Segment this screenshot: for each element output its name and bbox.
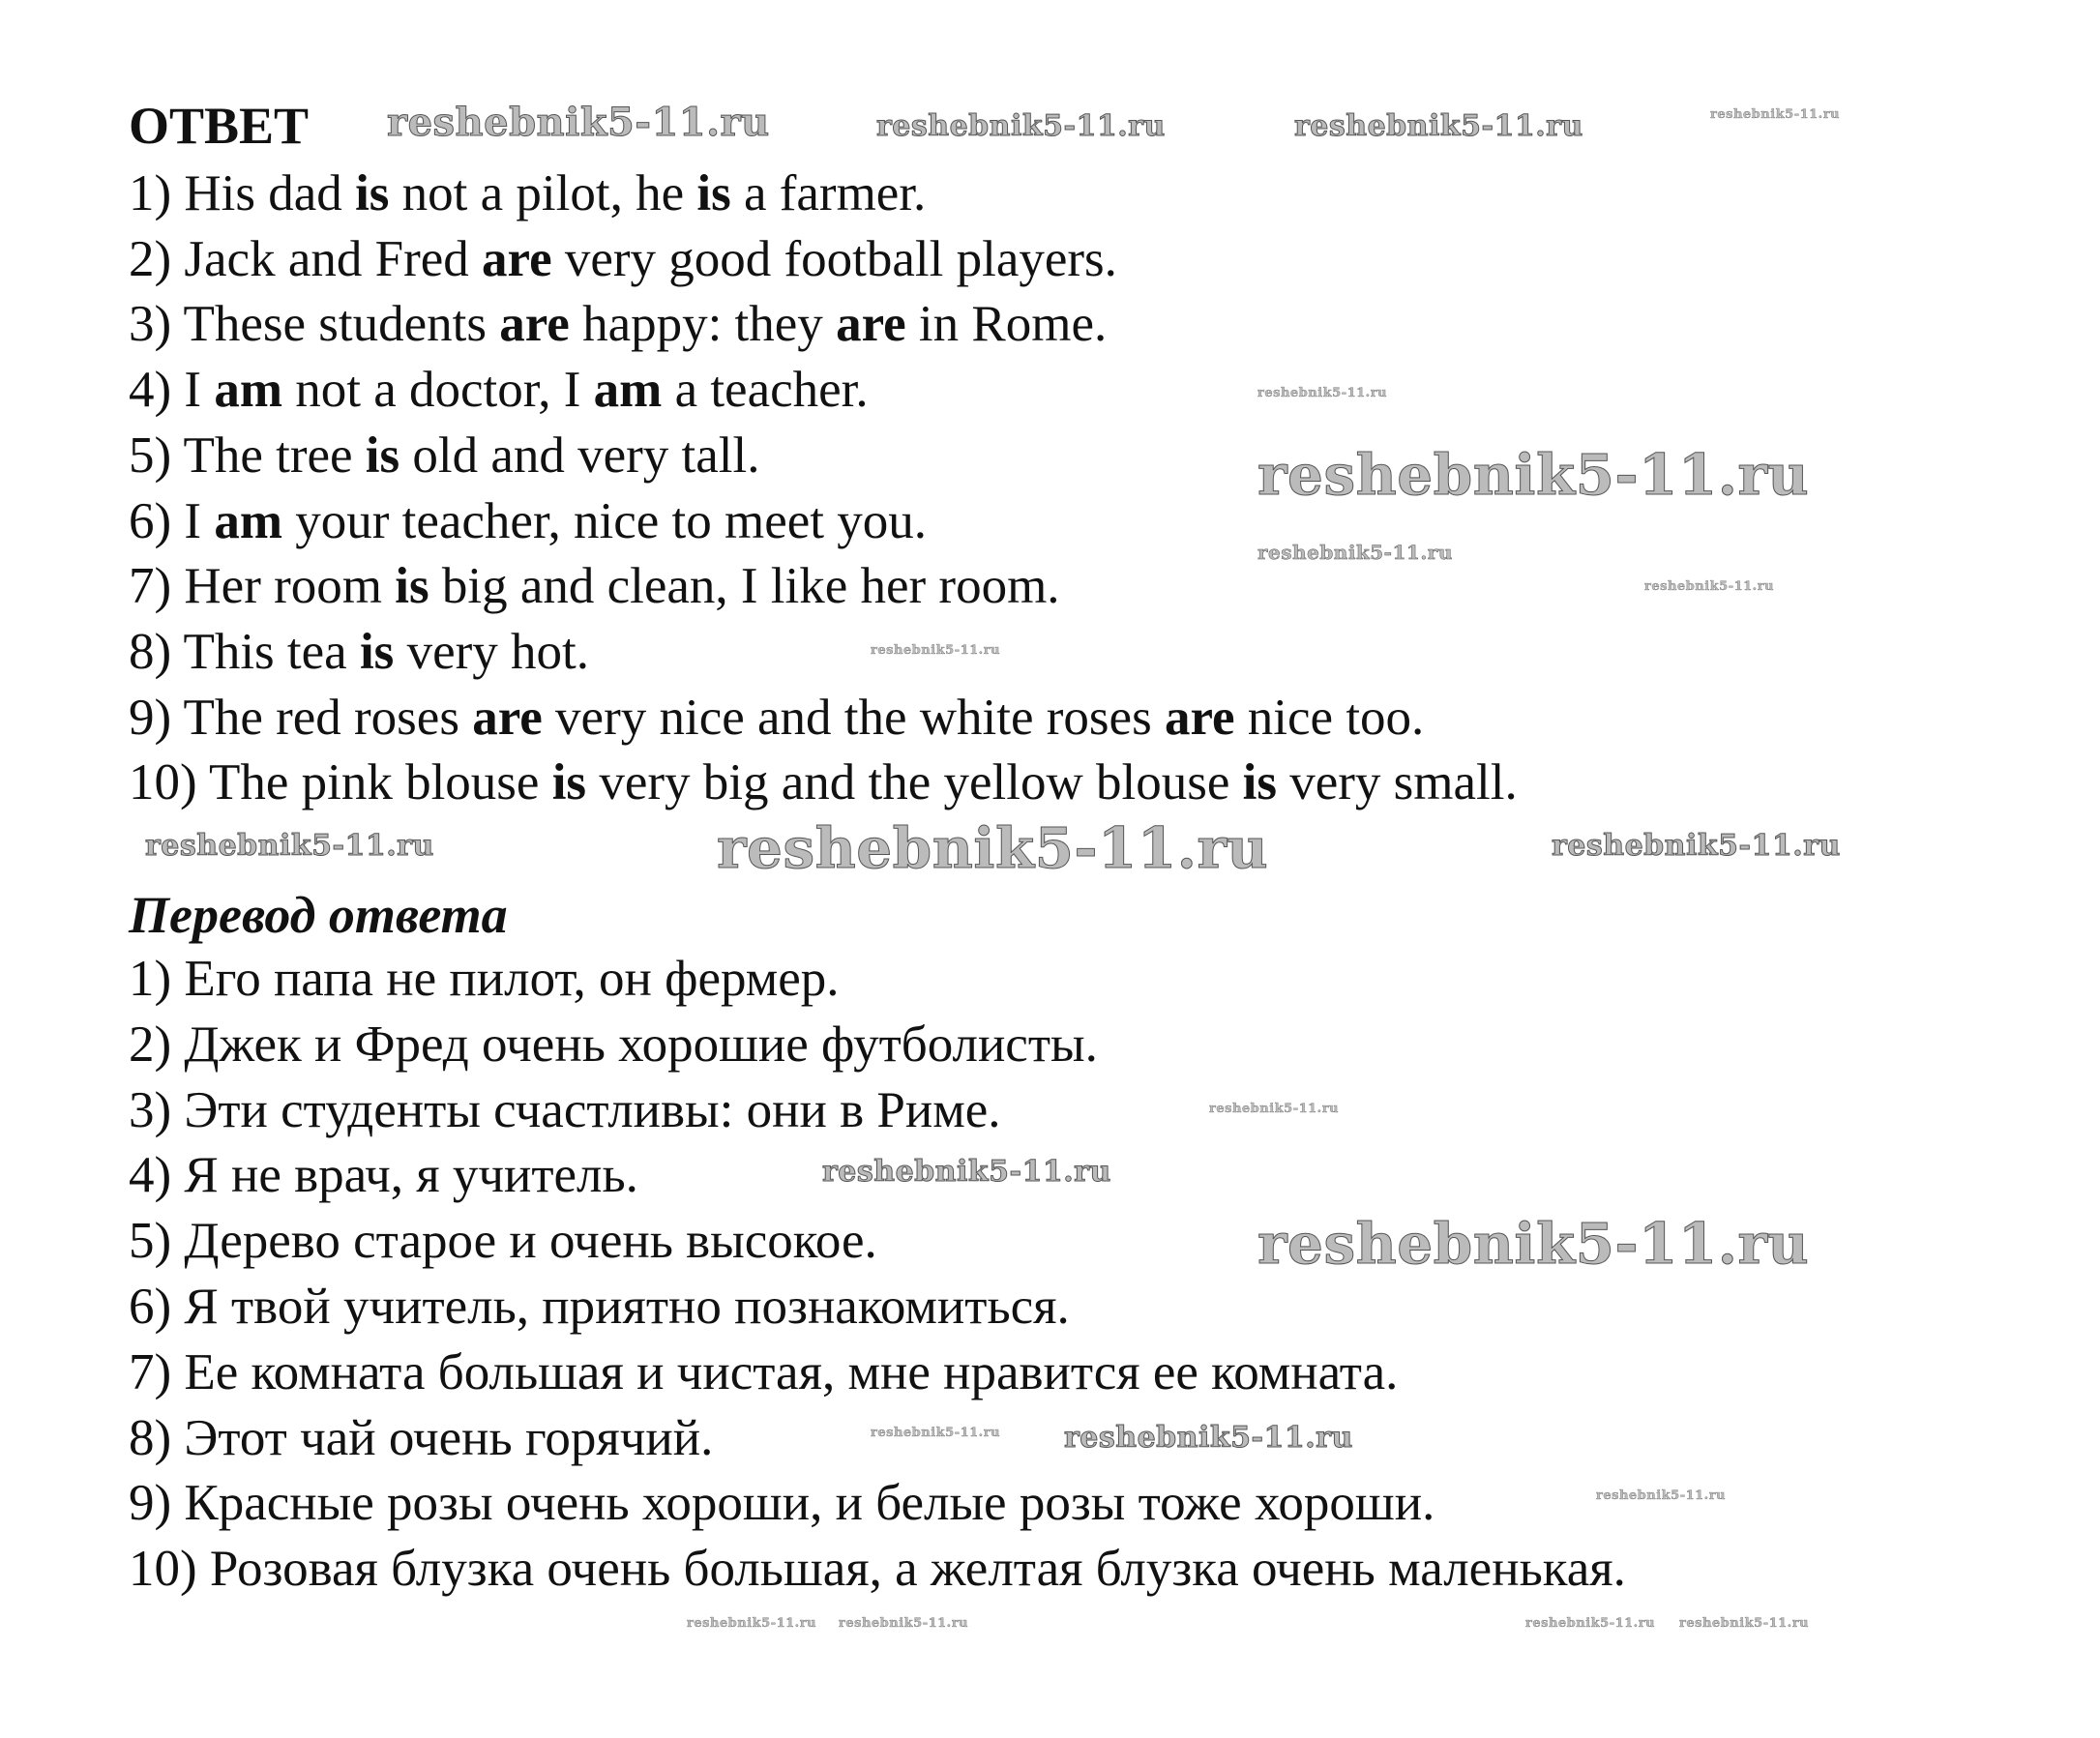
answer-item xyxy=(129,753,1518,811)
answer-item xyxy=(129,427,760,485)
verb-highlight: is xyxy=(1242,754,1277,811)
watermark: reshebnik5-11.ru xyxy=(1525,1616,1656,1631)
verb-highlight: is xyxy=(395,558,429,615)
verb-highlight: are xyxy=(1164,689,1235,746)
text-segment: nice too. xyxy=(1234,689,1425,746)
text-segment: very big and the yellow blouse xyxy=(586,754,1243,811)
watermark: reshebnik5-11.ru xyxy=(822,1155,1111,1189)
text-segment: 2) Джек и Фред очень хорошие футболисты. xyxy=(129,1016,1098,1073)
verb-highlight: are xyxy=(499,296,570,353)
text-segment: happy: they xyxy=(569,296,837,353)
translation-item xyxy=(129,1540,1626,1598)
answer-item xyxy=(129,557,1060,615)
text-segment: a farmer. xyxy=(730,165,927,221)
watermark: reshebnik5-11.ru xyxy=(1257,386,1388,400)
text-segment: 4) I xyxy=(129,362,215,419)
answer-heading: ОТВЕТ xyxy=(129,97,310,155)
text-segment: 7) Ее комната большая и чистая, мне нравится ее комната. xyxy=(129,1343,1399,1400)
watermark: reshebnik5-11.ru xyxy=(1209,1102,1340,1116)
watermark: reshebnik5-11.ru xyxy=(1257,541,1453,564)
text-segment: 10) Розовая блузка очень большая, а желтая блузка очень маленькая. xyxy=(129,1541,1626,1598)
text-segment: 6) Я твой учитель, приятно познакомиться. xyxy=(129,1279,1070,1335)
text-segment: a teacher. xyxy=(662,362,869,419)
verb-highlight: is xyxy=(696,165,731,221)
watermark: reshebnik5-11.ru xyxy=(145,829,434,863)
watermark: reshebnik5-11.ru xyxy=(1596,1488,1727,1503)
translation-item xyxy=(129,1343,1398,1401)
verb-highlight: are xyxy=(472,689,543,746)
verb-highlight: is xyxy=(359,623,395,680)
translation-item xyxy=(129,1081,1001,1139)
answer-item xyxy=(129,164,926,222)
text-segment: old and very tall. xyxy=(399,427,760,484)
translation-item xyxy=(129,1278,1070,1336)
verb-highlight: am xyxy=(214,492,282,549)
text-segment: 3) Эти студенты счастливы: они в Риме. xyxy=(129,1081,1001,1138)
text-segment: your teacher, nice to meet you. xyxy=(281,492,927,549)
watermark: reshebnik5-11.ru xyxy=(1257,1211,1810,1277)
watermark: reshebnik5-11.ru xyxy=(717,815,1269,881)
watermark: reshebnik5-11.ru xyxy=(387,100,770,145)
translation-item xyxy=(129,1409,713,1467)
text-segment: very nice and the white roses xyxy=(542,689,1165,746)
text-segment: not a pilot, he xyxy=(389,165,697,221)
text-segment: 5) The tree xyxy=(129,427,366,484)
watermark: reshebnik5-11.ru xyxy=(1064,1421,1353,1455)
watermark: reshebnik5-11.ru xyxy=(1294,109,1583,143)
watermark: reshebnik5-11.ru xyxy=(1710,107,1841,122)
text-segment: big and clean, I like her room. xyxy=(429,558,1060,615)
verb-highlight: is xyxy=(551,754,587,811)
translation-item xyxy=(129,1474,1435,1532)
text-segment: 5) Дерево старое и очень высокое. xyxy=(129,1213,877,1270)
text-segment: 1) His dad xyxy=(129,165,356,221)
watermark: reshebnik5-11.ru xyxy=(1679,1616,1810,1631)
text-segment: 6) I xyxy=(129,492,215,549)
watermark: reshebnik5-11.ru xyxy=(687,1616,817,1631)
text-segment: 9) The red roses xyxy=(129,689,473,746)
answer-item xyxy=(129,689,1424,747)
text-segment: very small. xyxy=(1276,754,1518,811)
verb-highlight: is xyxy=(355,165,390,221)
watermark: reshebnik5-11.ru xyxy=(876,109,1166,143)
answer-item xyxy=(129,230,1117,288)
verb-highlight: is xyxy=(365,427,400,484)
text-segment: 7) Her room xyxy=(129,558,396,615)
text-segment: not a doctor, I xyxy=(281,362,594,419)
watermark: reshebnik5-11.ru xyxy=(871,643,1001,658)
translation-heading: Перевод ответа xyxy=(129,886,508,944)
text-segment: 2) Jack and Fred xyxy=(129,230,482,287)
translation-item xyxy=(129,950,840,1008)
translation-item xyxy=(129,1016,1098,1074)
answer-item xyxy=(129,623,589,681)
text-segment: 1) Его папа не пилот, он фермер. xyxy=(129,951,840,1007)
text-segment: 8) This tea xyxy=(129,623,360,680)
verb-highlight: am xyxy=(593,362,663,419)
text-segment: very good football players. xyxy=(551,230,1117,287)
text-segment: very hot. xyxy=(394,623,589,680)
watermark: reshebnik5-11.ru xyxy=(839,1616,969,1631)
verb-highlight: are xyxy=(482,230,552,287)
text-segment: 4) Я не врач, я учитель. xyxy=(129,1147,638,1204)
watermark: reshebnik5-11.ru xyxy=(871,1426,1001,1440)
text-segment: 8) Этот чай очень горячий. xyxy=(129,1409,714,1466)
verb-highlight: are xyxy=(836,296,906,353)
text-segment: 10) The pink blouse xyxy=(129,754,552,811)
watermark: reshebnik5-11.ru xyxy=(1644,579,1775,594)
answer-item xyxy=(129,361,869,419)
text-segment: 9) Красные розы очень хороши, и белые розы тоже хороши. xyxy=(129,1475,1435,1532)
translation-item xyxy=(129,1146,638,1204)
text-segment: 3) These students xyxy=(129,296,500,353)
translation-item xyxy=(129,1212,877,1270)
watermark: reshebnik5-11.ru xyxy=(1552,829,1841,863)
answer-item xyxy=(129,295,1107,353)
watermark: reshebnik5-11.ru xyxy=(1257,442,1810,508)
answer-item xyxy=(129,492,927,550)
text-segment: in Rome. xyxy=(905,296,1108,353)
verb-highlight: am xyxy=(214,362,282,419)
